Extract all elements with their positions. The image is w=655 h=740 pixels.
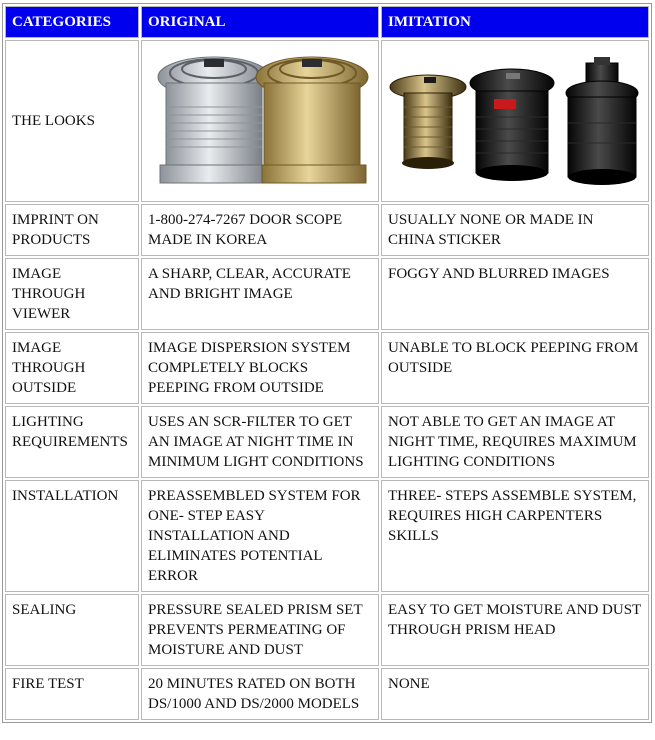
cell-category: IMAGE THROUGH OUTSIDE <box>5 332 139 404</box>
cell-imitation: NONE <box>381 668 649 720</box>
cell-original: PRESSURE SEALED PRISM SET PREVENTS PERMEATING OF MOISTURE AND DUST <box>141 594 379 666</box>
header-row <box>5 6 649 38</box>
table-row-installation <box>5 480 649 592</box>
table-row-image-viewer <box>5 258 649 330</box>
table-row-imprint <box>5 204 649 256</box>
cell-imitation: FOGGY AND BLURRED IMAGES <box>381 258 649 330</box>
original-door-scopes-image <box>144 47 376 195</box>
imitation-door-scopes-image <box>384 47 646 195</box>
cell-imitation: USUALLY NONE OR MADE IN CHINA STICKER <box>381 204 649 256</box>
table-row-image-outside <box>5 332 649 404</box>
header-imitation: IMITATION <box>381 6 649 38</box>
table-row-lighting <box>5 406 649 478</box>
cell-category: IMPRINT ON PRODUCTS <box>5 204 139 256</box>
table-row-fire-test <box>5 668 649 720</box>
cell-original: IMAGE DISPERSION SYSTEM COMPLETELY BLOCKS PEEPING FROM OUTSIDE <box>141 332 379 404</box>
comparison-table <box>2 3 652 723</box>
black-scope-red-label <box>470 69 554 181</box>
cell-imitation: NOT ABLE TO GET AN IMAGE AT NIGHT TIME, REQUIRES MAXIMUM LIGHTING CONDITIONS <box>381 406 649 478</box>
cell-original: PREASSEMBLED SYSTEM FOR ONE- STEP EASY INSTALLATION AND ELIMINATES POTENTIAL ERROR <box>141 480 379 592</box>
cell-category: FIRE TEST <box>5 668 139 720</box>
cell-category: IMAGE THROUGH VIEWER <box>5 258 139 330</box>
header-original: ORIGINAL <box>141 6 379 38</box>
silver-scope <box>158 57 270 183</box>
cell-category: SEALING <box>5 594 139 666</box>
gold-scope <box>256 57 368 183</box>
cell-category: INSTALLATION <box>5 480 139 592</box>
cell-original: 20 MINUTES RATED ON BOTH DS/1000 AND DS/2000 MODELS <box>141 668 379 720</box>
cell-imitation: EASY TO GET MOISTURE AND DUST THROUGH PRISM HEAD <box>381 594 649 666</box>
table-row-the-looks <box>5 40 649 202</box>
cell-original: A SHARP, CLEAR, ACCURATE AND BRIGHT IMAGE <box>141 258 379 330</box>
table-row-sealing <box>5 594 649 666</box>
original-product-photo <box>141 40 379 202</box>
cell-imitation: THREE- STEPS ASSEMBLE SYSTEM, REQUIRES HIGH CARPENTERS SKILLS <box>381 480 649 592</box>
cell-original: USES AN SCR-FILTER TO GET AN IMAGE AT NIGHT TIME IN MINIMUM LIGHT CONDITIONS <box>141 406 379 478</box>
cell-category: LIGHTING REQUIREMENTS <box>5 406 139 478</box>
brass-scope <box>390 75 466 169</box>
header-categories: CATEGORIES <box>5 6 139 38</box>
cell-category: THE LOOKS <box>5 40 139 202</box>
black-scope-tall <box>566 57 638 185</box>
cell-original: 1-800-274-7267 DOOR SCOPE MADE IN KOREA <box>141 204 379 256</box>
imitation-product-photo <box>381 40 649 202</box>
cell-imitation: UNABLE TO BLOCK PEEPING FROM OUTSIDE <box>381 332 649 404</box>
